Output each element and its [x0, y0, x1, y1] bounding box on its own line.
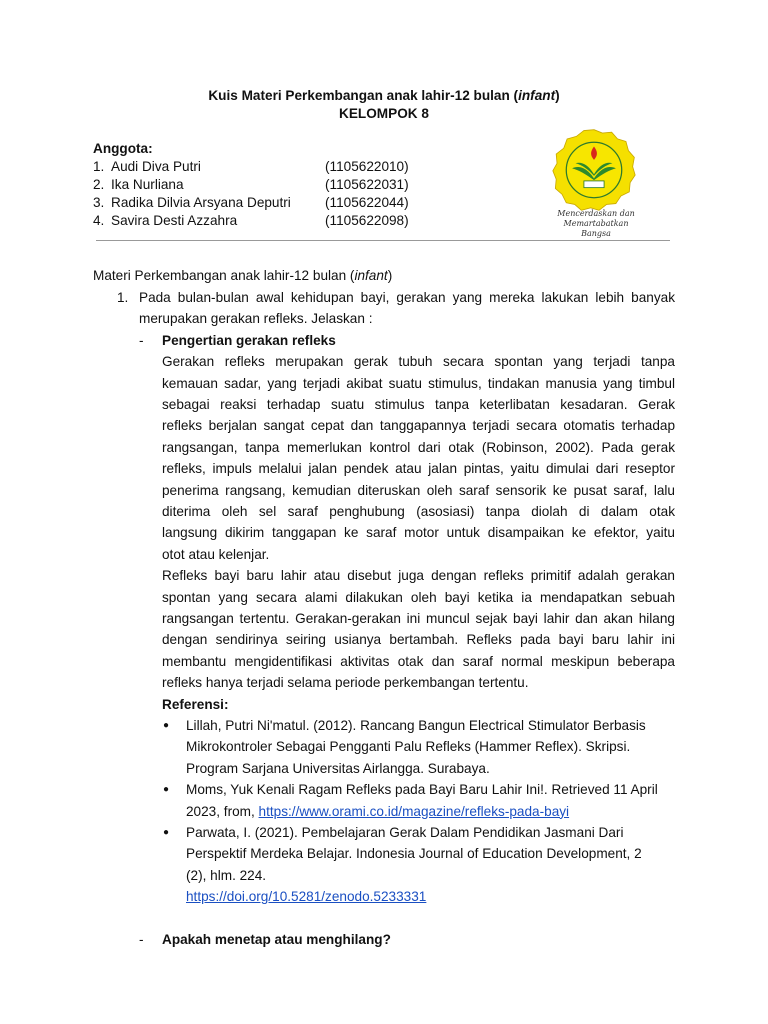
section-title	[93, 265, 392, 286]
paragraph-line: diterima oleh sel saraf penghubung (asosiasi) tanpa diolah di dalam otak	[162, 504, 675, 519]
reference-text: 2023, from,	[186, 803, 259, 819]
paragraph-line: rangsangan, tanpa memerlukan kontrol dari otak (Robinson, 2002). Pada gerak	[162, 439, 675, 455]
section-text-end: )	[387, 268, 393, 283]
paragraph-line: spontan yang secara alami dilakukan oleh bayi ketika ia mendapatkan sebuah	[162, 589, 675, 605]
member-no: 4.	[93, 213, 105, 228]
bullet-icon: ●	[163, 784, 170, 796]
text-line: Pada bulan-bulan awal kehidupan bayi, gerakan yang mereka lakukan lebih banyak	[139, 290, 675, 305]
paragraph-line: refleks berjalan sangat cepat dan tanggapannya terjadi secara otomatis terhadap	[162, 418, 675, 434]
text-line: merupakan gerakan refleks. Jelaskan :	[139, 311, 373, 327]
member-name: Audi Diva Putri	[111, 159, 201, 174]
paragraph-line: sebagai reaksi terhadap suatu stimulus tanpa keterlibatan kesadaran. Gerak	[162, 397, 675, 412]
paragraph-line: dengan sendirinya seiring usianya bertambah. Refleks pada bayi baru lahir ini	[162, 632, 675, 648]
reference-line: Moms, Yuk Kenali Ragam Refleks pada Bayi Baru Lahir Ini!. Retrieved 11 April	[186, 782, 658, 798]
bullet-icon: ●	[163, 720, 170, 731]
subheading: Pengertian gerakan refleks	[162, 332, 336, 348]
document-title	[0, 88, 768, 103]
member-no: 1.	[93, 159, 105, 174]
paragraph-line: rangsangan tertentu. Gerakan-gerakan ini muncul sejak bayi lahir dan akan hilang	[162, 611, 675, 626]
reference-line	[186, 801, 569, 822]
bullet-icon: ●	[163, 827, 170, 838]
paragraph-line: refleks, impuls melalui jalan pendek atau jalan pintas, yaitu dimulai dari reseptor	[162, 461, 675, 477]
dash-marker: -	[139, 932, 144, 947]
divider	[96, 240, 670, 241]
paragraph-line: Gerakan refleks merupakan gerak tubuh secara spontan yang terjadi tanpa	[162, 354, 675, 370]
title-text-end: )	[555, 88, 560, 103]
member-id: (1105622044)	[325, 195, 409, 210]
reference-link[interactable]: https://www.orami.co.id/magazine/refleks-pada-bayi	[258, 803, 570, 819]
group-name: KELOMPOK 8	[339, 106, 429, 121]
paragraph-line: penerima rangsang, kemudian diteruskan oleh saraf sensorik ke pusat saraf, lalu	[162, 482, 675, 498]
university-motto	[548, 209, 644, 239]
reference-line: Lillah, Putri Ni'matul. (2012). Rancang Bangun Electrical Stimulator Berbasis	[186, 718, 646, 733]
reference-link[interactable]: https://doi.org/10.5281/zenodo.5233331	[186, 889, 427, 905]
subheading: Apakah menetap atau menghilang?	[162, 932, 391, 947]
reference-line: Perspektif Merdeka Belajar. Indonesia Journal of Education Development, 2	[186, 846, 642, 862]
reference-line: Mikrokontroler Sebagai Pengganti Palu Refleks (Hammer Reflex). Skripsi.	[186, 739, 631, 755]
reference-link-line	[186, 886, 426, 907]
paragraph-line: kemauan sadar, yang terjadi akibat suatu stimulus, tindakan manusia yang timbul	[162, 375, 675, 391]
member-name: Savira Desti Azzahra	[111, 213, 238, 228]
member-no: 3.	[93, 195, 105, 210]
title-italic: infant	[518, 88, 556, 103]
dash-marker: -	[139, 332, 144, 348]
member-id: (1105622098)	[325, 213, 409, 228]
university-logo	[552, 128, 636, 212]
members-label: Anggota:	[93, 141, 153, 156]
motto-line: Mencerdaskan dan	[557, 209, 635, 218]
section-text: Materi Perkembangan anak lahir-12 bulan (	[93, 268, 355, 283]
paragraph-line: otot atau kelenjar.	[162, 546, 270, 562]
member-name: Ika Nurliana	[111, 177, 184, 192]
member-id: (1105622031)	[325, 177, 409, 192]
motto-line: Memartabatkan Bangsa	[563, 219, 629, 238]
member-no: 2.	[93, 177, 105, 192]
reference-line: Program Sarjana Universitas Airlangga. Surabaya.	[186, 760, 490, 776]
reference-line: (2), hlm. 224.	[186, 867, 267, 883]
reference-line: Parwata, I. (2021). Pembelajaran Gerak Dalam Pendidikan Jasmani Dari	[186, 825, 624, 840]
paragraph-line: Refleks bayi baru lahir atau disebut juga dengan refleks primitif adalah gerakan	[162, 568, 675, 584]
paragraph-line: membantu mengidentifikasi aktivitas otak dan saraf normal meskipun beberapa	[162, 653, 675, 669]
title-text: Kuis Materi Perkembangan anak lahir-12 bulan (	[208, 88, 519, 103]
member-id: (1105622010)	[325, 159, 409, 174]
paragraph-line: langsung dikirim tanggapan ke saraf motor untuk disampaikan ke efektor, yaitu	[162, 525, 675, 541]
list-number: 1.	[117, 290, 129, 305]
paragraph-line: refleks hanya terjadi selama periode perkembangan tertentu.	[162, 675, 529, 691]
section-italic: infant	[354, 268, 388, 283]
member-name: Radika Dilvia Arsyana Deputri	[111, 195, 291, 210]
references-label: Referensi:	[162, 696, 229, 712]
